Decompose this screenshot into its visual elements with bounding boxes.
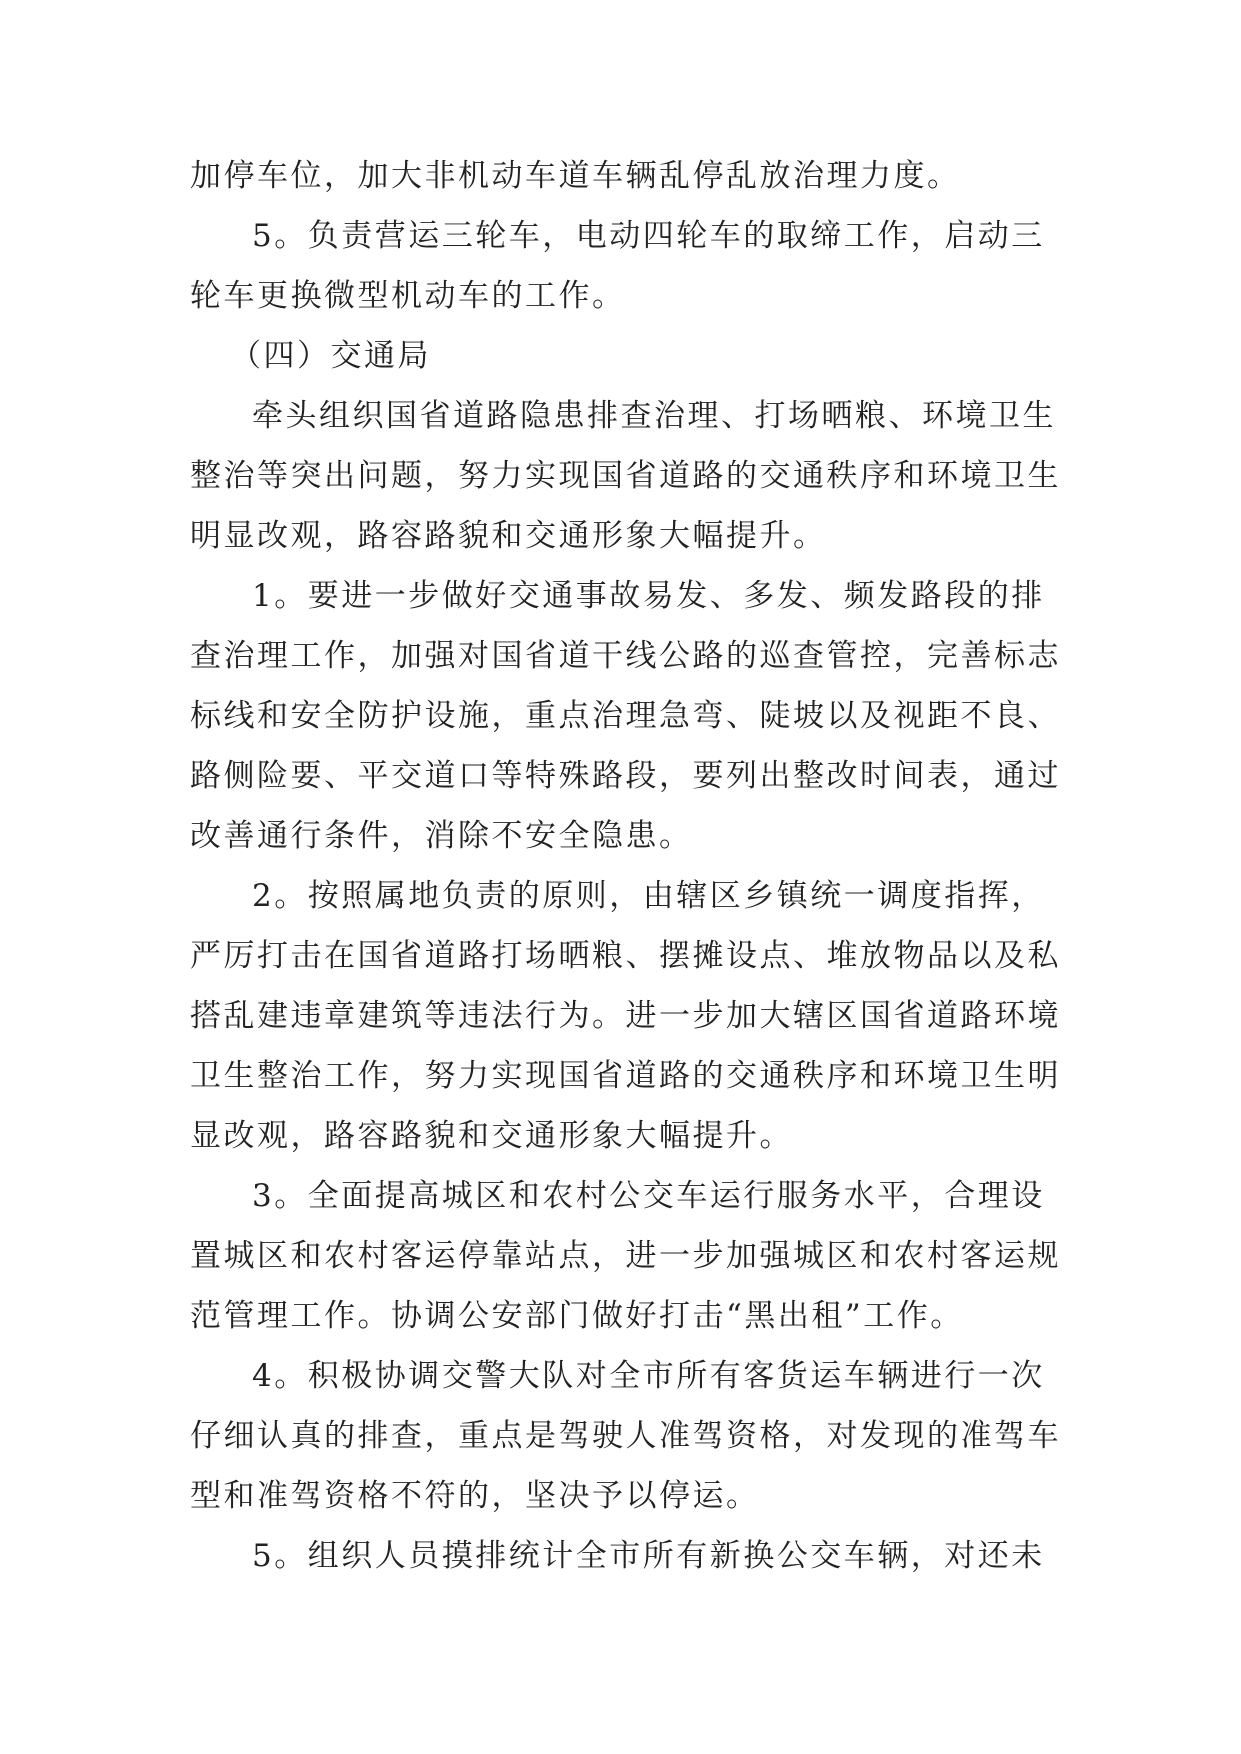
text-line: 明显改观，路容路貌和交通形象大幅提升。 — [190, 518, 827, 554]
text-line: 整治等突出问题，努力实现国省道路的交通秩序和环境卫生 — [190, 458, 1061, 494]
text-line: 2。按照属地负责的原则，由辖区乡镇统一调度指挥， — [252, 878, 1045, 914]
text-line: 查治理工作，加强对国省道干线公路的巡查管控，完善标志 — [190, 638, 1061, 674]
text-line: 卫生整治工作，努力实现国省道路的交通秩序和环境卫生明 — [190, 1058, 1061, 1094]
text-line: 3。全面提高城区和农村公交车运行服务水平，合理设 — [252, 1178, 1045, 1214]
text-line: 搭乱建违章建筑等违法行为。进一步加大辖区国省道路环境 — [190, 998, 1061, 1034]
text-line: 仔细认真的排查，重点是驾驶人准驾资格，对发现的准驾车 — [190, 1418, 1061, 1454]
text-line: 置城区和农村客运停靠站点，进一步加强城区和农村客运规 — [190, 1238, 1061, 1274]
section-heading: （四）交通局 — [230, 338, 431, 374]
text-line: 标线和安全防护设施，重点治理急弯、陡坡以及视距不良、 — [190, 698, 1061, 734]
text-line: 显改观，路容路貌和交通形象大幅提升。 — [190, 1118, 793, 1154]
text-line: 轮车更换微型机动车的工作。 — [190, 278, 626, 314]
text-line: 范管理工作。协调公安部门做好打击“黑出租”工作。 — [190, 1298, 964, 1334]
document-body — [190, 156, 1070, 1596]
text-line: 改善通行条件，消除不安全隐患。 — [190, 818, 693, 854]
text-line: 加停车位，加大非机动车道车辆乱停乱放治理力度。 — [190, 158, 961, 194]
text-line: 严厉打击在国省道路打场晒粮、摆摊设点、堆放物品以及私 — [190, 938, 1061, 974]
text-line: 4。积极协调交警大队对全市所有客货运车辆进行一次 — [252, 1358, 1045, 1394]
text-line: 5。组织人员摸排统计全市所有新换公交车辆，对还未 — [252, 1538, 1045, 1574]
text-line: 5。负责营运三轮车，电动四轮车的取缔工作，启动三 — [252, 218, 1045, 254]
text-line: 1。要进一步做好交通事故易发、多发、频发路段的排 — [252, 578, 1045, 614]
text-line: 型和准驾资格不符的，坚决予以停运。 — [190, 1478, 760, 1514]
text-line: 牵头组织国省道路隐患排查治理、打场晒粮、环境卫生 — [252, 398, 1056, 434]
text-line: 路侧险要、平交道口等特殊路段，要列出整改时间表，通过 — [190, 758, 1061, 794]
